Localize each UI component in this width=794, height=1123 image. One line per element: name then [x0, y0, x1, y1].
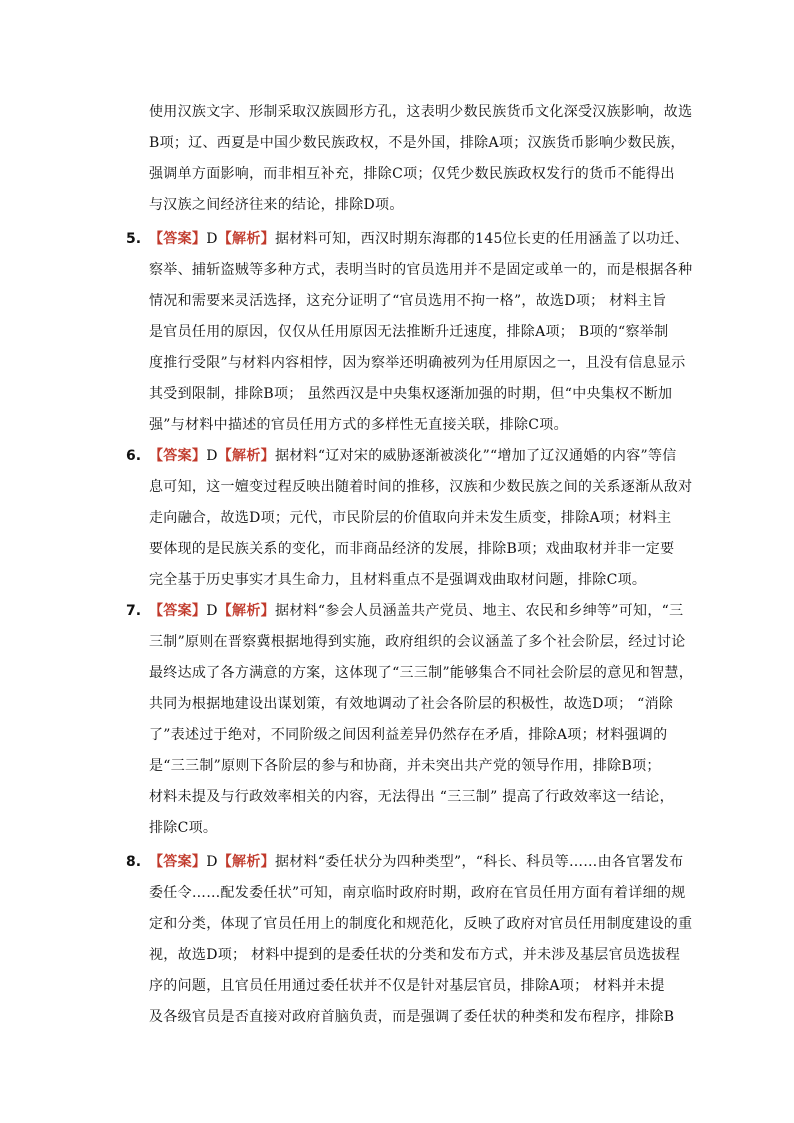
text-line: 强”与材料中描述的官员任用方式的多样性无直接关联，排除C项。	[149, 417, 568, 433]
text-line: 是官员任用的原因，仅仅从任用原因无法推断升迁速度，排除A项； B项的“察举制	[149, 324, 669, 340]
text-line: 要体现的是民族关系的变化，而非商品经济的发展，排除B项；戏曲取材并非一定要	[149, 541, 675, 557]
question-number: 8.	[126, 854, 142, 870]
text-line: 序的问题，且官员任用通过委任状并不仅是针对基层官员，排除A项； 材料并未提	[149, 978, 665, 994]
analysis-tag: 【解析】	[217, 448, 275, 464]
analysis-text: 据材料“委任状分为四种类型”，“科长、科员等……由各官署发布	[274, 854, 684, 870]
text-line: 使用汉族文字、形制采取汉族圆形方孔，这表明少数民族货币文化深受汉族影响，故选	[149, 104, 693, 120]
answer-first-line	[149, 601, 683, 621]
answer-tag: 【答案】	[149, 603, 207, 619]
question-number: 6.	[126, 448, 142, 464]
text-line: 察举、捕斩盗贼等多种方式，表明当时的官员选用并不是固定或单一的，而是根据各种	[149, 262, 693, 278]
question-number: 5.	[126, 231, 142, 247]
text-line: 完全基于历史事实才具生命力，且材料重点不是强调戏曲取材问题，排除C项。	[149, 572, 647, 588]
answer-tag: 【答案】	[149, 231, 207, 247]
text-line: 最终达成了各方满意的方案，这体现了“三三制”能够集合不同社会阶层的意见和智慧，	[149, 665, 694, 681]
analysis-tag: 【解析】	[217, 231, 275, 247]
text-line: 委任令……配发委任状”可知，南京临时政府时期，政府在官员任用方面有着详细的规	[149, 885, 686, 901]
answer-first-line	[149, 446, 677, 466]
answer-first-line	[149, 229, 689, 249]
analysis-tag: 【解析】	[217, 854, 275, 870]
answer-first-line	[149, 852, 683, 872]
text-line: 度推行受限”与材料内容相悖，因为察举还明确被列为任用原因之一，且没有信息显示	[149, 355, 686, 371]
text-line: 息可知，这一嬗变过程反映出随着时间的推移，汉族和少数民族之间的关系逐渐从敌对	[149, 479, 693, 495]
text-line: 及各级官员是否直接对政府首脑负责，而是强调了委任状的种类和发布程序，排除B	[149, 1009, 675, 1025]
question-number: 7.	[126, 603, 142, 619]
answer-letter: D	[206, 603, 218, 619]
text-line: 三制”原则在晋察冀根据地得到实施，政府组织的会议涵盖了多个社会阶层，经过讨论	[149, 634, 686, 650]
text-line: B项；辽、西夏是中国少数民族政权，不是外国，排除A项；汉族货币影响少数民族，	[149, 135, 685, 151]
text-line: 排除C项。	[149, 820, 218, 836]
analysis-text: 据材料“辽对宋的威胁逐渐被淡化”“增加了辽汉通婚的内容”等信	[274, 448, 677, 464]
answer-letter: D	[206, 854, 218, 870]
text-line: 走向融合，故选D项；元代，市民阶层的价值取向并未发生质变，排除A项；材料主	[149, 510, 672, 526]
answer-letter: D	[206, 231, 218, 247]
text-line: 了”表述过于绝对，不同阶级之间因利益差异仍然存在矛盾，排除A项；材料强调的	[149, 727, 668, 743]
text-line: 情况和需要来灵活选择，这充分证明了“官员选用不拘一格”，故选D项； 材料主旨	[149, 293, 667, 309]
text-line: 共同为根据地建设出谋划策，有效地调动了社会各阶层的积极性，故选D项； “消除	[149, 696, 674, 712]
text-line: 是“三三制”原则下各阶层的参与和协商，并未突出共产党的领导作用，排除B项；	[149, 758, 661, 774]
text-line: 视，故选D项； 材料中提到的是委任状的分类和发布方式，并未涉及基层官员选拔程	[149, 947, 681, 963]
answer-letter: D	[206, 448, 218, 464]
text-line: 材料未提及与行政效率相关的内容，无法得出 “三三制” 提高了行政效率这一结论，	[149, 789, 674, 805]
answer-tag: 【答案】	[149, 854, 207, 870]
answer-tag: 【答案】	[149, 448, 207, 464]
analysis-text: 据材料可知，西汉时期东海郡的145位长吏的任用涵盖了以功迁、	[274, 231, 689, 247]
analysis-text: 据材料“参会人员涵盖共产党员、地主、农民和乡绅等”可知，“三	[274, 603, 684, 619]
text-line: 与汉族之间经济往来的结论，排除D项。	[149, 197, 404, 213]
text-line: 定和分类，体现了官员任用上的制度化和规范化，反映了政府对官员任用制度建设的重	[149, 916, 693, 932]
text-line: 强调单方面影响，而非相互补充，排除C项；仅凭少数民族政权发行的货币不能得出	[149, 166, 675, 182]
analysis-tag: 【解析】	[217, 603, 275, 619]
text-line: 其受到限制，排除B项； 虽然西汉是中央集权逐渐加强的时期，但“中央集权不断加	[149, 386, 673, 402]
